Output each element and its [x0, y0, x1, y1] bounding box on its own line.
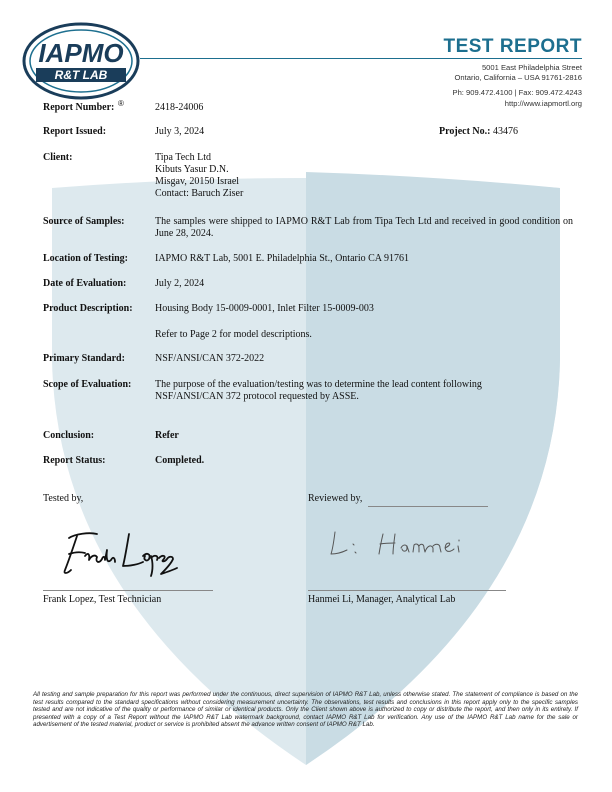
- field-label: Report Number:: [43, 102, 115, 113]
- client-address-2: Misgav, 20150 Israel: [155, 176, 240, 187]
- source-of-samples-value: The samples were shipped to IAPMO R&T Lab from Tipa Tech Ltd and received in good condition on June 28, 2024.: [155, 216, 573, 239]
- product-description-value: Housing Body 15-0009-0001, Inlet Filter 15-0009-003: [155, 303, 374, 314]
- client-address-1: Kibuts Yasur D.N.: [155, 164, 229, 175]
- product-description-note: Refer to Page 2 for model descriptions.: [155, 329, 312, 340]
- field-label: Project No.:: [439, 126, 491, 137]
- iapmo-logo: [22, 22, 140, 100]
- field-label: Client:: [43, 152, 73, 163]
- field-label: Date of Evaluation:: [43, 278, 127, 289]
- project-no-value: 43476: [492, 126, 518, 137]
- logo-top-text: IAPMO: [38, 38, 124, 68]
- reviewer-signature-line: [308, 590, 506, 591]
- field-label: Scope of Evaluation:: [43, 379, 132, 390]
- field-label: Location of Testing:: [43, 253, 129, 264]
- tester-signature: [55, 526, 185, 582]
- conclusion-value: Refer: [155, 430, 179, 441]
- client-name: Tipa Tech Ltd: [155, 152, 211, 163]
- address-street: 5001 East Philadelphia Street: [481, 63, 582, 72]
- reviewer-signature: [325, 528, 475, 562]
- report-title: TEST REPORT: [443, 36, 582, 57]
- location-of-testing-value: IAPMO R&T Lab, 5001 E. Philadelphia St., Ontario CA 91761: [155, 253, 409, 264]
- header-rule: [140, 58, 582, 59]
- reviewed-by-label: Reviewed by,: [308, 493, 363, 504]
- field-label: Product Description:: [43, 303, 133, 314]
- field-label: Conclusion:: [43, 430, 95, 441]
- client-contact: Contact: Baruch Ziser: [155, 188, 244, 199]
- primary-standard-value: NSF/ANSI/CAN 372-2022: [155, 353, 265, 364]
- footer-disclaimer: All testing and sample preparation for this report was performed under the continuous, direct supervision of IAPMO R&T Lab, unless otherwise stated. The statement of compliance is based on the test results compared to the standard specifications without considering measurement uncertainty. The observations, test results and conclusions in this report apply only to the specific samples tested and are not indicative of the quality or performance of similar or identical products. Only the Client shown above is authorized to copy or distribute the report, and then only in its entirety. If presented with a copy of a Test Report without the IAPMO R&T Lab watermark background, contact IAPMO R&T Lab for verification. Any use of the IAPMO R&T Lab name for the sale or advertisement of the tested material, product or service is prohibited absent the advance written consent of IAPMO R&T Lab.: [33, 691, 578, 729]
- registered-mark: ®: [118, 99, 124, 108]
- field-label: Source of Samples:: [43, 216, 125, 227]
- report-number-value: 2418-24006: [155, 102, 204, 113]
- tester-signature-line: [43, 590, 213, 591]
- date-of-evaluation-value: July 2, 2024: [155, 278, 205, 289]
- website-link[interactable]: http://www.iapmortl.org: [504, 98, 582, 108]
- logo-bottom-text: R&T LAB: [54, 68, 108, 82]
- phone-fax: Ph: 909.472.4100 | Fax: 909.472.4243: [452, 88, 582, 98]
- tester-name: Frank Lopez, Test Technician: [43, 594, 162, 605]
- field-label: Report Issued:: [43, 126, 107, 137]
- tested-by-label: Tested by,: [43, 493, 84, 504]
- project-no: [439, 126, 518, 137]
- field-label: Primary Standard:: [43, 353, 125, 364]
- reviewer-name: Hanmei Li, Manager, Analytical Lab: [308, 594, 456, 605]
- reviewed-by-underline: [368, 506, 488, 507]
- report-status-value: Completed.: [155, 455, 205, 466]
- client-value: [155, 152, 573, 200]
- scope-of-evaluation-value: The purpose of the evaluation/testing was to determine the lead content following NSF/ANSI/CAN 372 protocol requested by ASSE.: [155, 379, 482, 402]
- field-label: Report Status:: [43, 455, 106, 466]
- address-city: Ontario, California – USA 91761-2816: [454, 73, 582, 83]
- report-issued-value: July 3, 2024: [155, 126, 205, 137]
